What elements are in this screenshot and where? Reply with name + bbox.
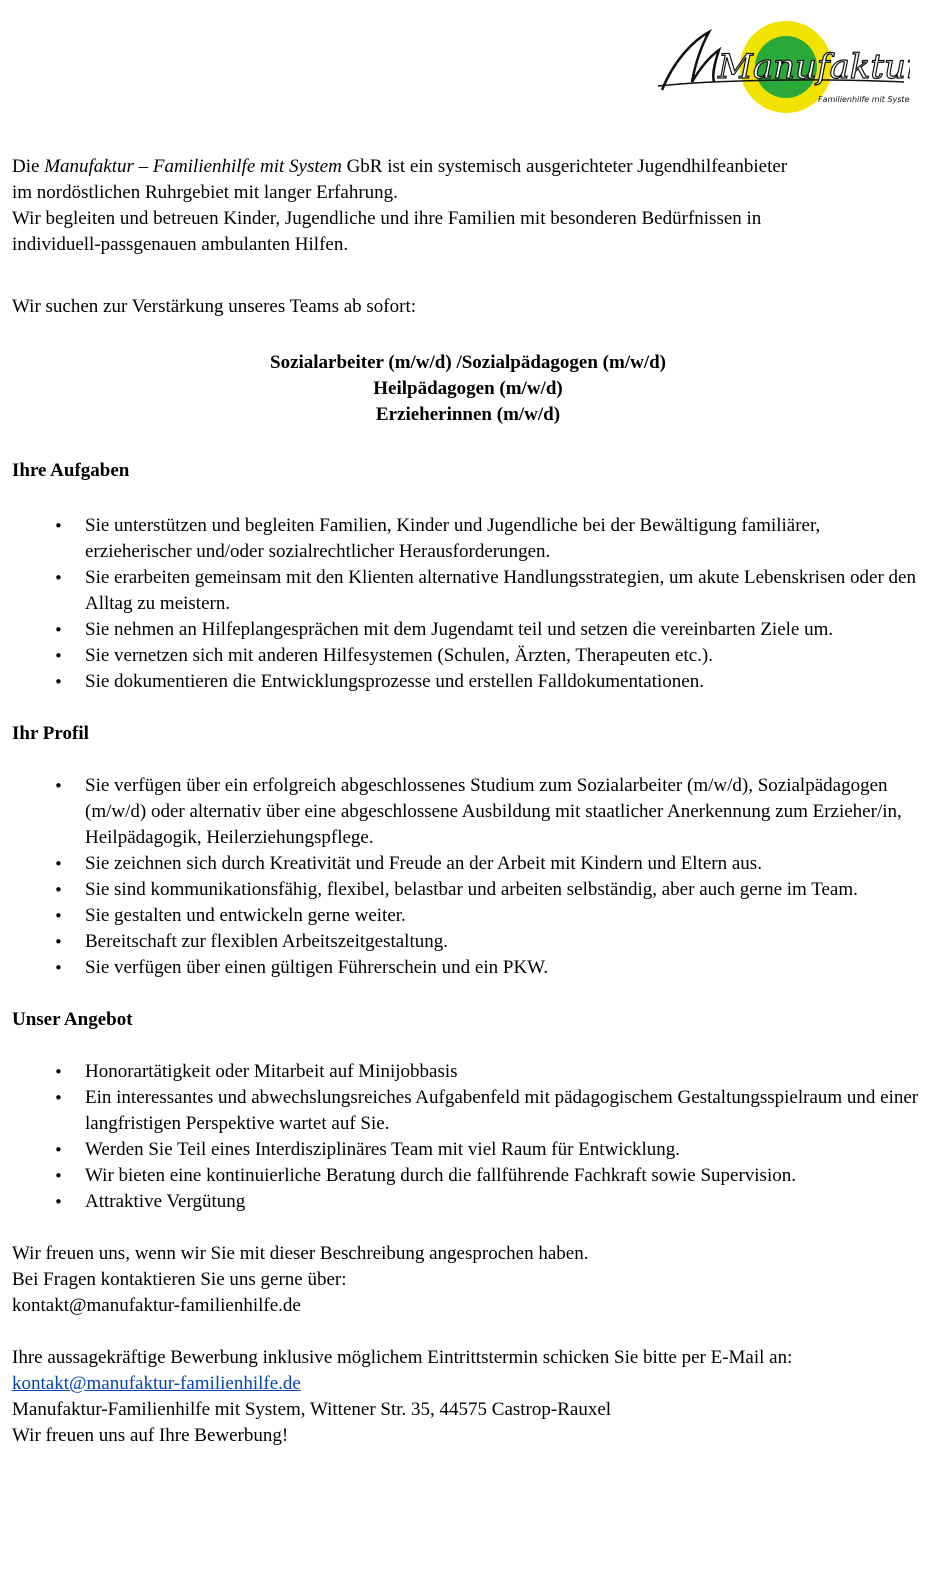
list-item: • Sie verfügen über einen gültigen Führerschein und ein PKW. <box>12 955 924 981</box>
search-line: Wir suchen zur Verstärkung unseres Teams ab sofort: <box>12 296 417 317</box>
position-title: Heilpädagogen (m/w/d) <box>373 378 563 399</box>
list-item: • Ein interessantes und abwechslungsreiches Aufgabenfeld mit pädagogischem Gestaltungsspielraum und einer langfristigen Perspektive wartet auf Sie. <box>12 1085 924 1137</box>
list-item: • Sie erarbeiten gemeinsam mit den Klienten alternative Handlungsstrategien, um akute Lebenskrisen oder den Alltag zu meistern. <box>12 565 924 617</box>
final-line: Wir freuen uns auf Ihre Bewerbung! <box>12 1425 289 1446</box>
logo-swoosh <box>662 32 719 90</box>
apply-email-link[interactable]: kontakt@manufaktur-familienhilfe.de <box>12 1373 301 1394</box>
list-item: • Sie zeichnen sich durch Kreativität und Freude an der Arbeit mit Kindern und Eltern aus. <box>12 851 924 877</box>
company-name: Manufaktur – Familienhilfe mit System <box>44 156 342 177</box>
list-item: • Sie unterstützen und begleiten Familien, Kinder und Jugendliche bei der Bewältigung familiärer, erzieherischer und/oder sozialrechtlicher Herausforderungen. <box>12 513 924 565</box>
list-item: • Honorartätigkeit oder Mitarbeit auf Minijobbasis <box>12 1059 924 1085</box>
position-title: Sozialarbeiter (m/w/d) /Sozialpädagogen (m/w/d) <box>270 352 666 373</box>
list-item: • Sie gestalten und entwickeln gerne weiter. <box>12 903 924 929</box>
closing-line-2: Bei Fragen kontaktieren Sie uns gerne über: <box>12 1269 347 1290</box>
list-item: • Sie verfügen über ein erfolgreich abgeschlossenes Studium zum Sozialarbeiter (m/w/d), Sozialpädagogen (m/w/d) oder alternativ über eine abgeschlossene Ausbildung mit staatlicher Anerkennung zum Erzieher/in, Heilpädagogik, Heilerziehungspflege. <box>12 773 924 851</box>
list-item: • Sie dokumentieren die Entwicklungsprozesse und erstellen Falldokumentationen. <box>12 669 924 695</box>
list-angebot <box>12 1059 924 1215</box>
logo-graphic <box>654 20 910 114</box>
section-heading-aufgaben: Ihre Aufgaben <box>12 460 130 481</box>
list-item: • Sie vernetzen sich mit anderen Hilfesystemen (Schulen, Ärzten, Therapeuten etc.). <box>12 643 924 669</box>
apply-instruction: Ihre aussagekräftige Bewerbung inklusive möglichem Eintrittstermin schicken Sie bitte per E-Mail an: <box>12 1347 793 1368</box>
section-heading-profil: Ihr Profil <box>12 723 89 744</box>
logo-wordmark: Manufaktur <box>718 47 910 87</box>
company-logo <box>654 20 910 114</box>
position-title: Erzieherinnen (m/w/d) <box>375 404 561 425</box>
list-item: • Bereitschaft zur flexiblen Arbeitszeitgestaltung. <box>12 929 924 955</box>
company-address: Manufaktur-Familienhilfe mit System, Wittener Str. 35, 44575 Castrop-Rauxel <box>12 1399 612 1420</box>
intro-prefix: Die <box>12 156 45 177</box>
job-posting <box>12 154 924 1449</box>
list-item: • Sie nehmen an Hilfeplangesprächen mit dem Jugendamt teil und setzen die vereinbarten Ziele um. <box>12 617 924 643</box>
contact-email-text: kontakt@manufaktur-familienhilfe.de <box>12 1295 301 1316</box>
intro-line-1 <box>12 154 924 180</box>
list-item: • Attraktive Vergütung <box>12 1189 924 1215</box>
intro-line-3: Wir begleiten und betreuen Kinder, Jugendliche und ihre Familien mit besonderen Bedürfnissen in <box>12 208 762 229</box>
logo-tagline: Familienhilfe mit System <box>818 95 910 104</box>
list-item: • Wir bieten eine kontinuierliche Beratung durch die fallführende Fachkraft sowie Supervision. <box>12 1163 924 1189</box>
intro-line-4: individuell-passgenauen ambulanten Hilfen. <box>12 234 349 255</box>
list-item: • Sie sind kommunikationsfähig, flexibel, belastbar und arbeiten selbständig, aber auch gerne im Team. <box>12 877 924 903</box>
list-aufgaben <box>12 513 924 695</box>
list-profil <box>12 773 924 981</box>
list-item: • Werden Sie Teil eines Interdisziplinäres Team mit viel Raum für Entwicklung. <box>12 1137 924 1163</box>
closing-line-1: Wir freuen uns, wenn wir Sie mit dieser Beschreibung angesprochen haben. <box>12 1243 589 1264</box>
section-heading-angebot: Unser Angebot <box>12 1009 133 1030</box>
intro-line-2: im nordöstlichen Ruhrgebiet mit langer Erfahrung. <box>12 182 398 203</box>
intro-rest: GbR ist ein systemisch ausgerichteter Jugendhilfeanbieter <box>341 156 788 177</box>
